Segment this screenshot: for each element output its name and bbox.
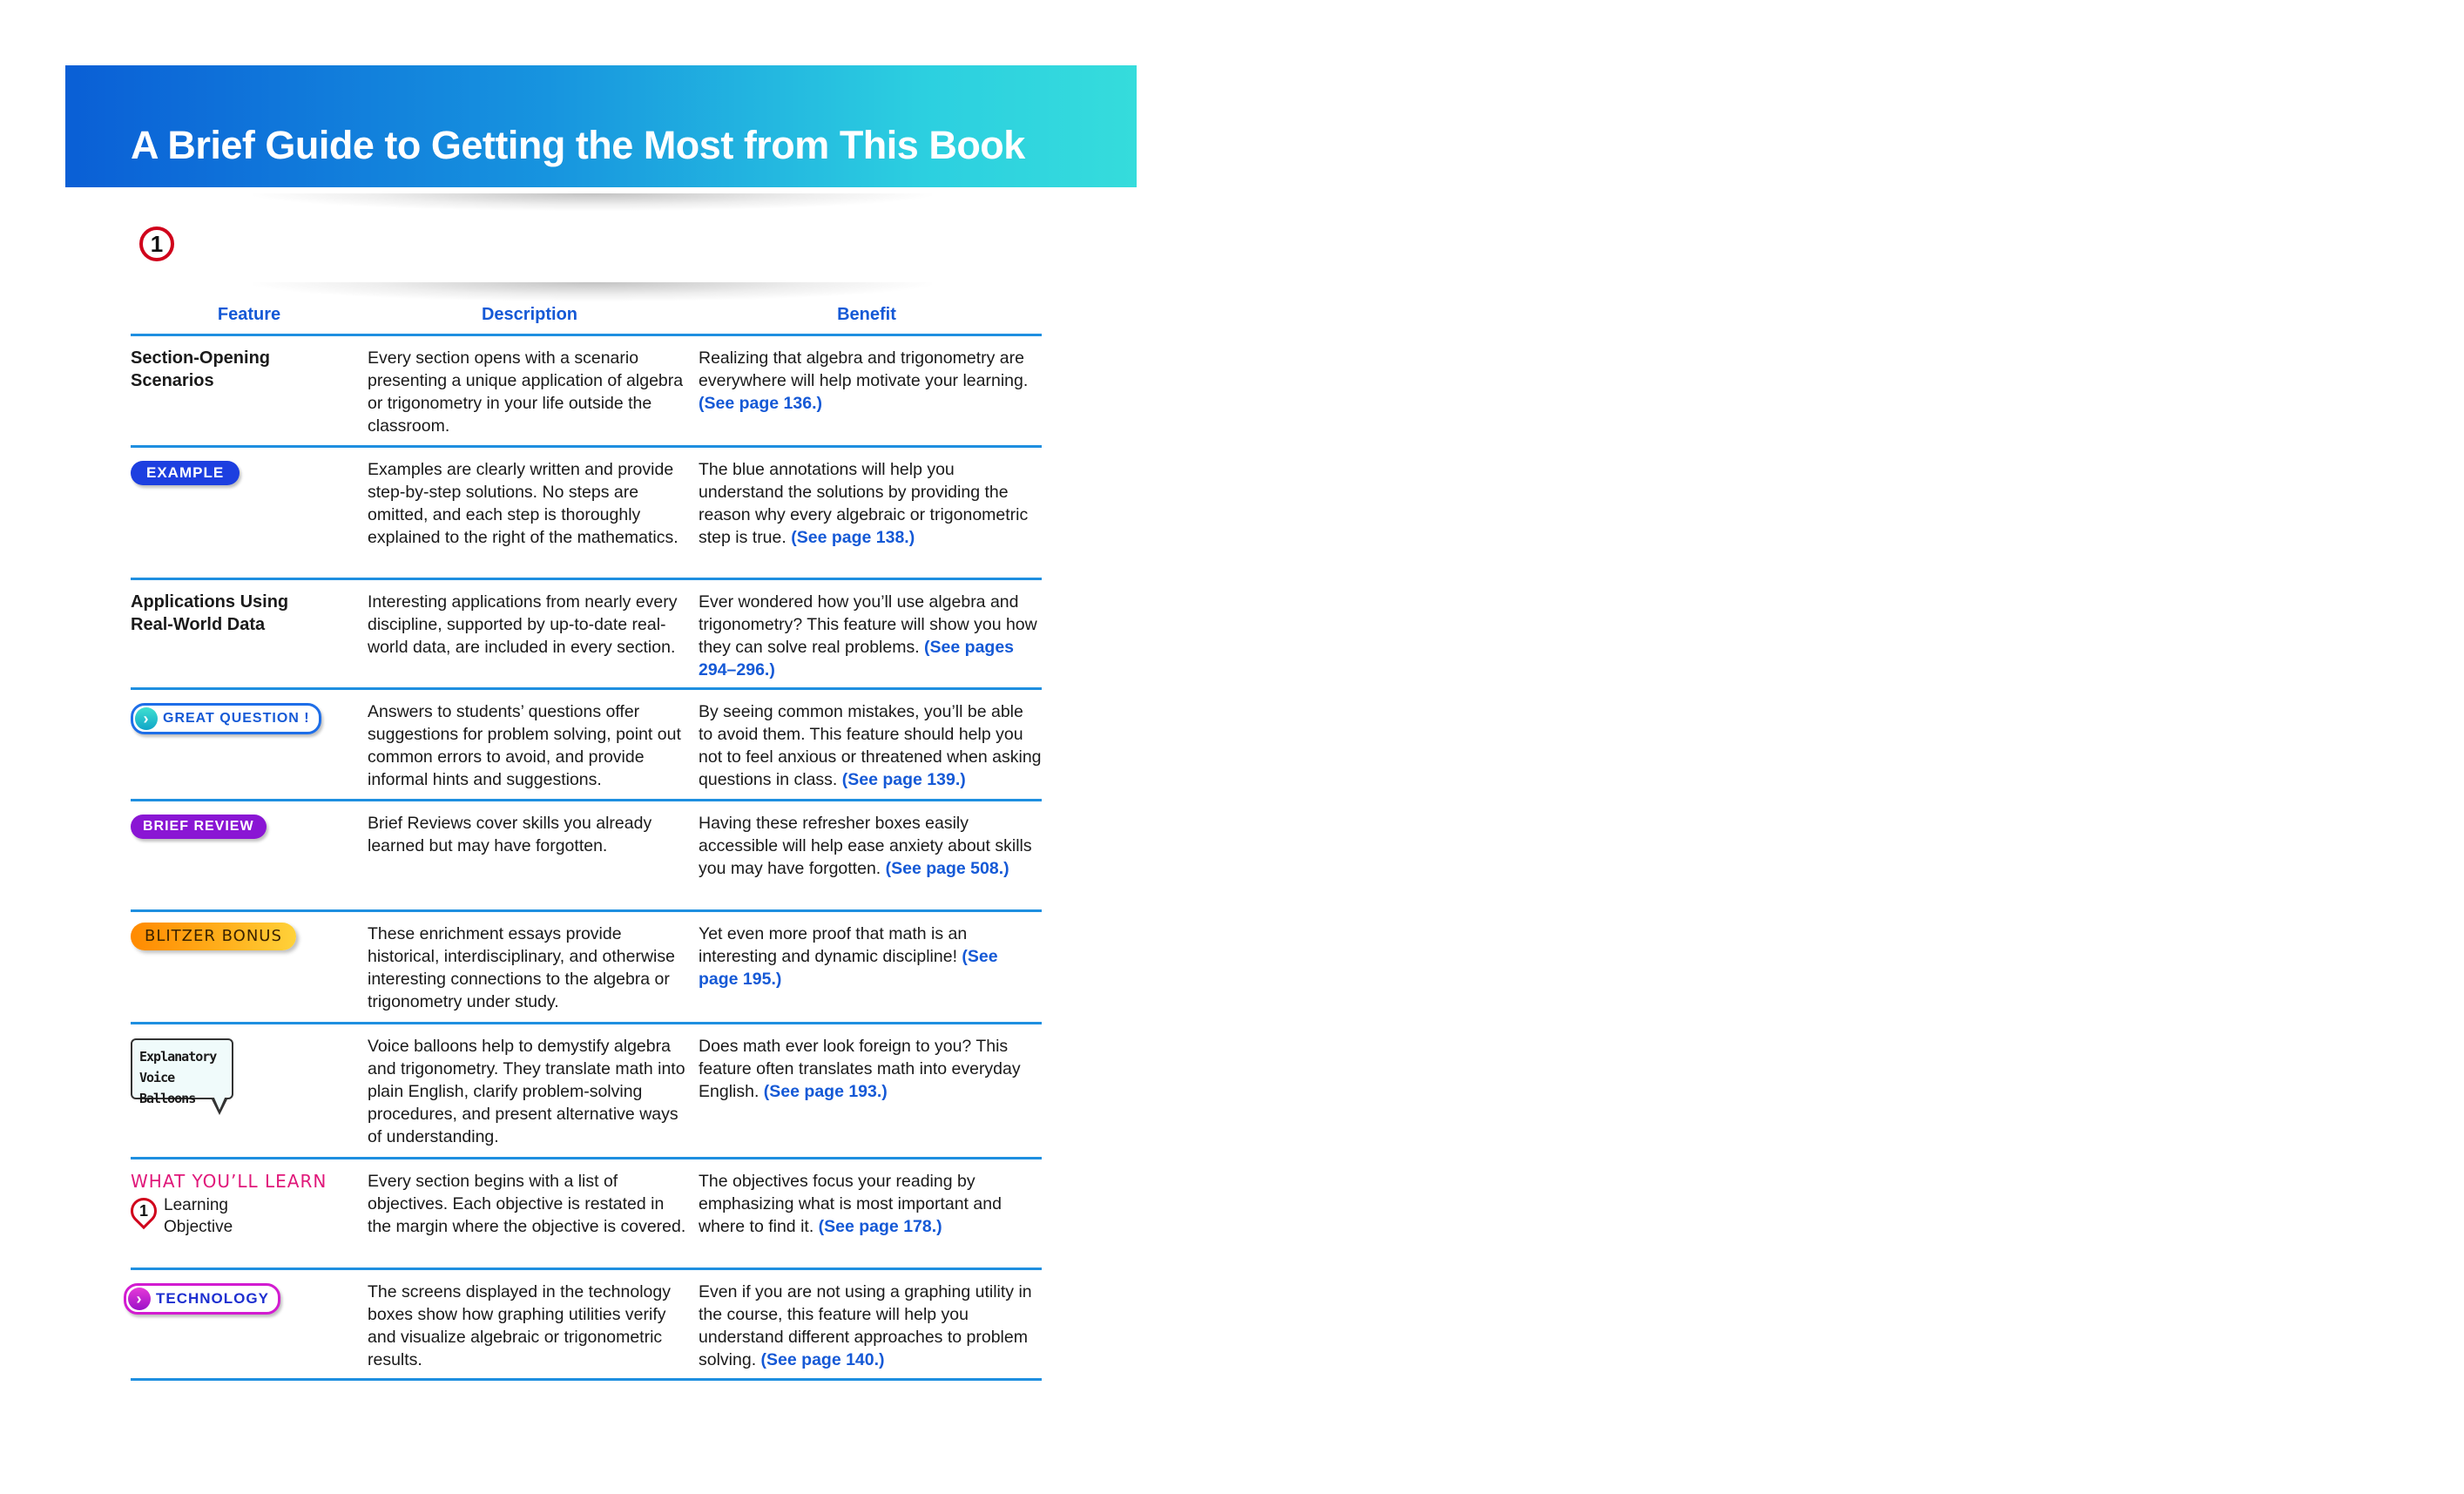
voice-balloon-line1: Explanatory [139,1049,217,1065]
benefit-cell [699,1035,1042,1157]
speech-tail-icon [211,1098,228,1115]
feature-cell [131,591,368,687]
table-row [131,580,1042,690]
benefit-cell [699,700,1042,799]
benefit-text: Realizing that algebra and trigonometry are everywhere will help motivate your learning. [699,348,1029,390]
section-shadow-top [253,193,932,211]
feature-cell [131,923,368,1022]
description-cell: Interesting applications from nearly every discipline, supported by up-to-date real-world data, are included in every section. [368,592,678,657]
benefit-cell [699,591,1042,687]
benefit-text: Having these refresher boxes easily accessible will help ease anxiety about skills you may have forgotten. [699,814,1032,878]
great-question-badge [131,703,321,734]
what-youll-learn-label: WHAT YOU’LL LEARN [131,1171,327,1192]
header-benefit: Benefit [837,305,896,324]
description-cell: These enrichment essays provide historical, interdisciplinary, and otherwise interesting connections to the algebra or trigonometry under study. [368,924,675,1011]
speech-tail-inner [213,1096,226,1110]
page-reference: (See page 140.) [760,1350,885,1369]
page-reference: (See page 178.) [818,1217,942,1236]
map-pin-icon [125,1193,162,1229]
benefit-text: The objectives focus your reading by emphasizing what is most important and where to find it. [699,1172,1002,1236]
page-reference: (See pages 294–296.) [699,638,1015,679]
benefit-cell [699,812,1042,909]
technology-badge [124,1283,280,1315]
benefit-text: The blue annotations will help you understand the solutions by providing the reason why every algebraic or trigonometric step is true. [699,460,1029,547]
table-row [131,1159,1042,1270]
table-row [131,801,1042,912]
table-row [131,1270,1042,1381]
table-header [131,301,1042,336]
benefit-text: Yet even more proof that math is an interesting and dynamic discipline! [699,924,968,966]
feature-section-opening-scenarios: Section-Opening Scenarios [131,348,270,390]
description-cell: Answers to students’ questions offer suggestions for problem solving, point out common errors to avoid, and provide informal hints and suggestions. [368,702,681,789]
learning-objective-label: Learning Objective [164,1196,233,1236]
feature-guide-table [131,301,1042,1381]
header-feature: Feature [217,305,281,324]
page-reference: (See page 193.) [763,1082,888,1101]
chevron-right-icon: › [135,707,158,730]
benefit-cell [699,458,1042,578]
table-row [131,336,1042,448]
description-cell: Brief Reviews cover skills you already learned but may have forgotten. [368,814,652,855]
feature-cell [131,1170,368,1268]
benefit-cell [699,347,1042,445]
benefit-text: Does math ever look foreign to you? This feature often translates math into everyday English. [699,1037,1021,1101]
benefit-cell [699,1281,1042,1378]
feature-cell [131,458,368,578]
benefit-text: Ever wondered how you’ll use algebra and trigonometry? This feature will show you how they can solve real problems. [699,592,1037,657]
description-cell: Every section begins with a list of objectives. Each objective is restated in the margin where the objective is covered. [368,1172,686,1236]
step-number-badge: 1 [139,226,174,261]
feature-cell [131,812,368,909]
section-shadow-bottom [253,282,932,301]
benefit-cell [699,923,1042,1022]
feature-cell [131,700,368,799]
blitzer-bonus-badge: BLITZER BONUS [131,923,296,950]
page-reference: (See page 508.) [885,859,1009,878]
description-cell: Voice balloons help to demystify algebra and trigonometry. They translate math into plain English, clarify problem-solving procedures, and present alternative ways of understanding. [368,1037,685,1146]
chevron-right-icon: › [128,1288,151,1310]
technology-label: TECHNOLOGY [156,1290,269,1307]
benefit-text: By seeing common mistakes, you’ll be able to avoid them. This feature should help you not to feel anxious or threatened when asking questions in class. [699,702,1042,789]
page-reference: (See page 138.) [791,528,915,547]
description-cell: Examples are clearly written and provide step-by-step solutions. No steps are omitted, and each step is thoroughly explained to the right of the mathematics. [368,460,678,547]
description-cell: The screens displayed in the technology boxes show how graphing utilities verify and visualize algebraic or trigonometric results. [368,1282,671,1369]
page-title: A Brief Guide to Getting the Most from This Book [131,123,1025,167]
great-question-label: GREAT QUESTION ! [163,711,310,726]
example-badge: EXAMPLE [131,461,240,485]
table-row [131,1024,1042,1159]
feature-cell [131,347,368,445]
objective-number: 1 [138,1202,148,1220]
page-reference: (See page 139.) [841,770,966,789]
benefit-cell [699,1170,1042,1268]
description-cell: Every section opens with a scenario presenting a unique application of algebra or trigonometry in your life outside the classroom. [368,348,684,436]
table-row [131,448,1042,580]
brief-review-badge: BRIEF REVIEW [131,815,267,839]
header-description: Description [481,305,578,324]
learning-objective-marker [131,1194,368,1238]
title-banner [65,65,1137,187]
feature-applications-real-world-data: Applications Using Real-World Data [131,592,289,634]
benefit-text: Even if you are not using a graphing utility in the course, this feature will help you understand different approaches to problem solving. [699,1282,1032,1369]
feature-cell [131,1035,368,1157]
voice-balloon-badge [131,1038,233,1106]
voice-balloon-line2: Voice Balloons [139,1070,196,1106]
table-row [131,912,1042,1024]
page-reference: (See page 195.) [699,947,998,989]
feature-cell [131,1281,368,1378]
table-row [131,690,1042,801]
page-reference: (See page 136.) [699,394,822,413]
